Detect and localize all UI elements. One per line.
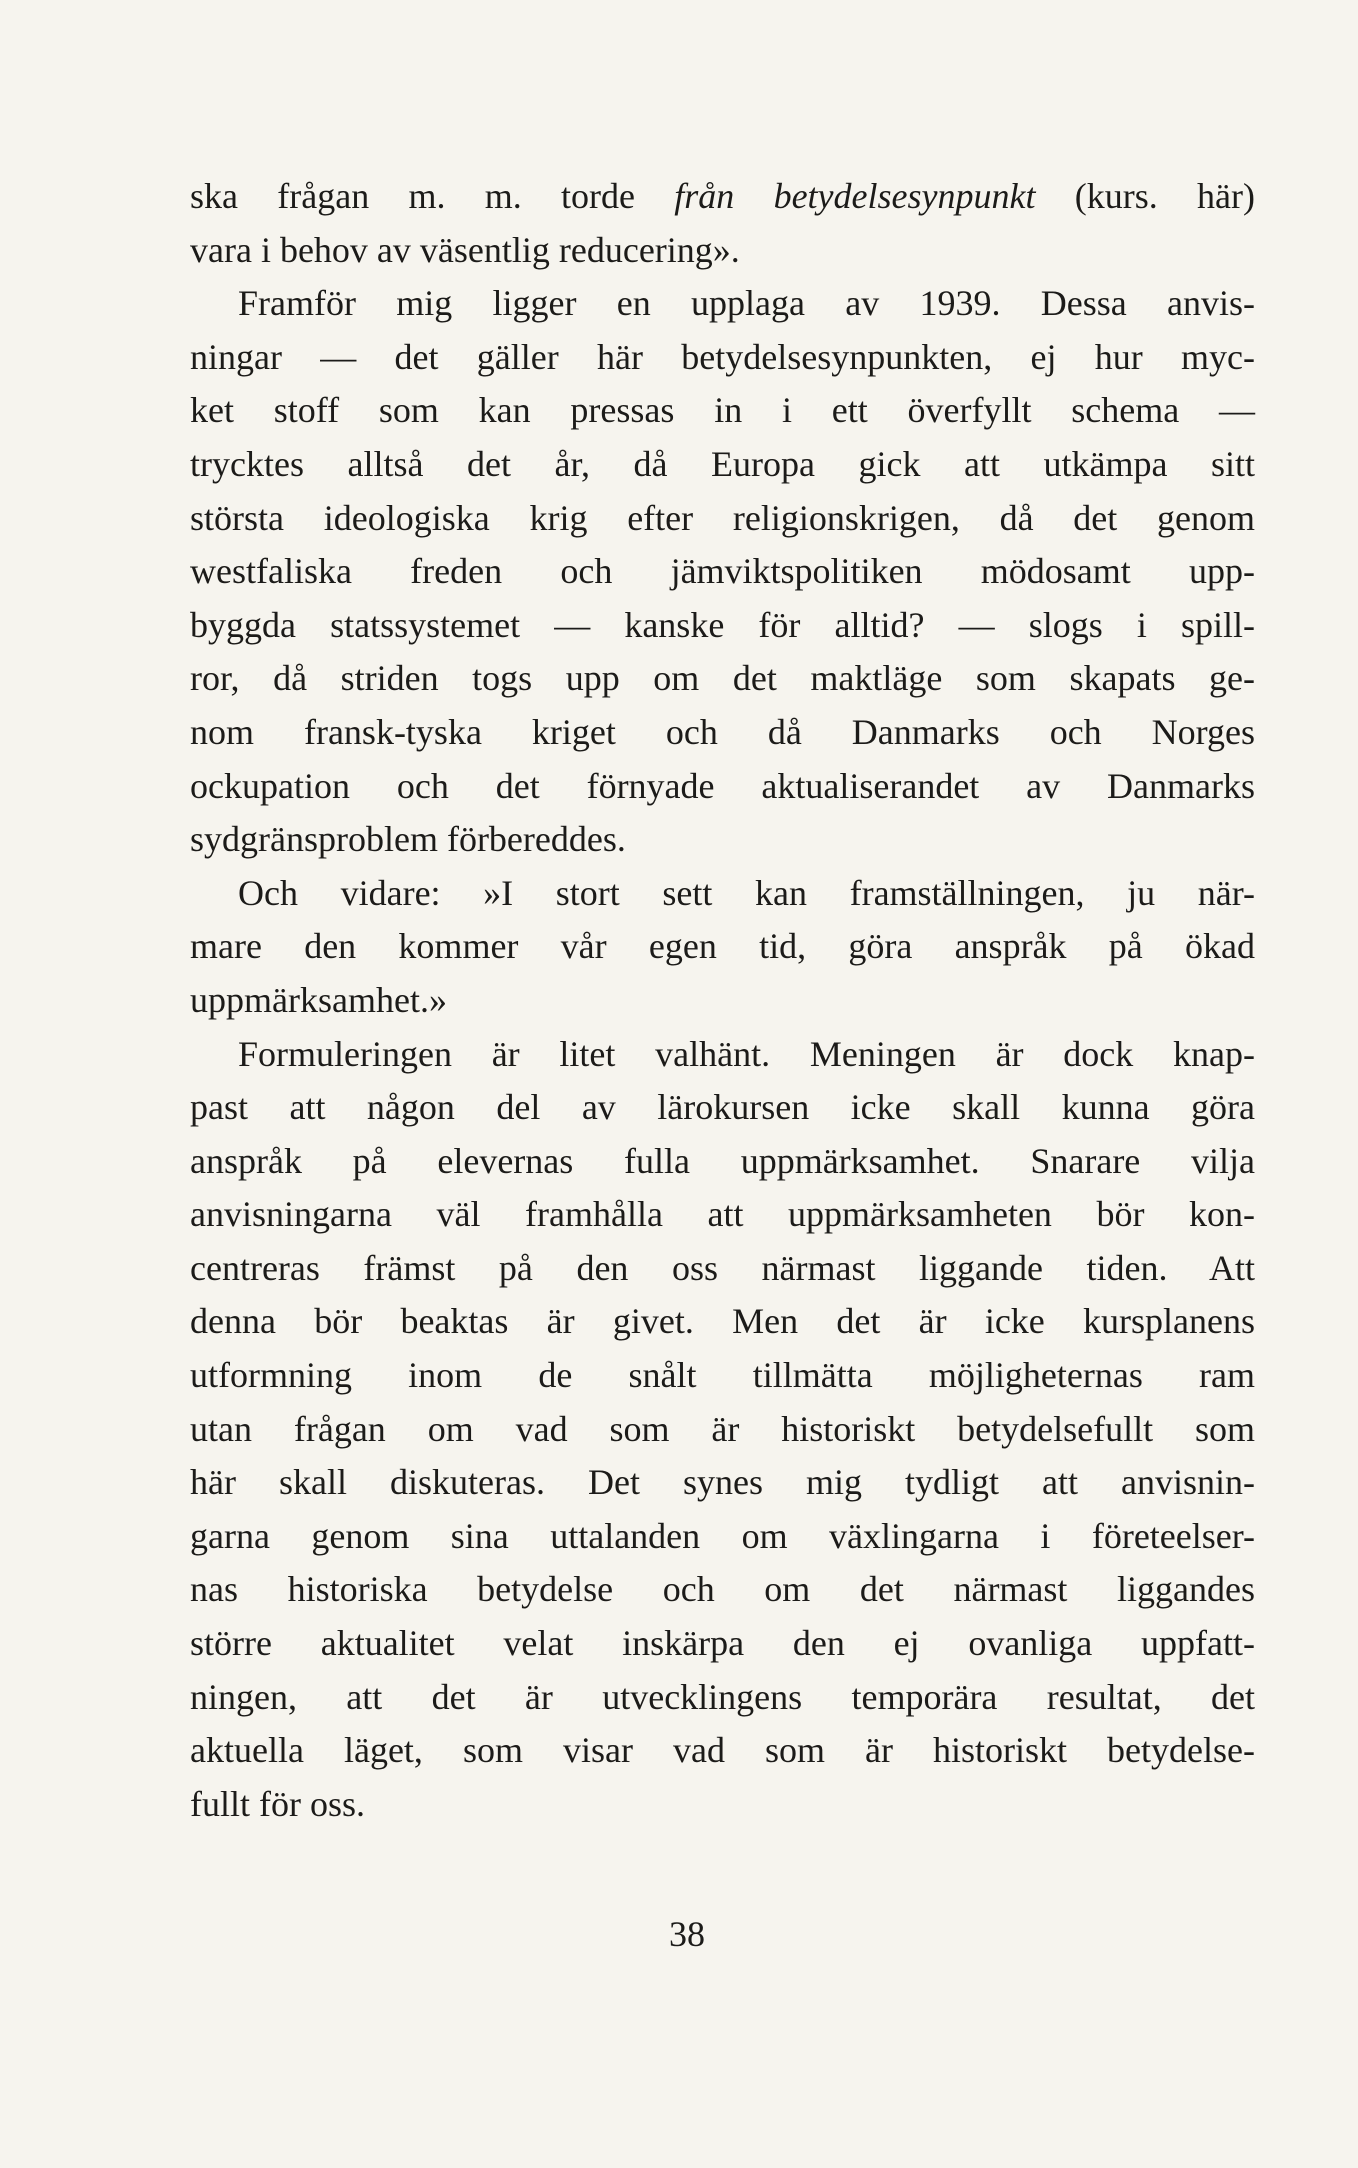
text-line: större aktualitet velat inskärpa den ej ovanliga uppfatt-	[190, 1623, 1255, 1664]
body-text	[190, 170, 1255, 1831]
text-line: anvisningarna väl framhålla att uppmärksamheten bör kon-	[190, 1194, 1255, 1235]
text-line: ningar — det gäller här betydelsesynpunkten, ej hur myc-	[190, 336, 1255, 377]
text-line: trycktes alltså det år, då Europa gick att utkämpa sitt	[190, 443, 1255, 484]
text-line: vara i behov av väsentlig reducering».	[190, 229, 740, 270]
text-line: ket stoff som kan pressas in i ett överfyllt schema —	[190, 390, 1255, 431]
text-line: denna bör beaktas är givet. Men det är icke kursplanens	[190, 1301, 1255, 1342]
text-line: fullt för oss.	[190, 1783, 365, 1824]
text-line: anspråk på elevernas fulla uppmärksamhet. Snarare vilja	[190, 1140, 1255, 1181]
italic-phrase: från betydelsesynpunkt	[674, 176, 1036, 216]
text-line: ska frågan m. m. torde från betydelsesynpunkt (kurs. här)	[190, 176, 1255, 216]
text-line: utan frågan om vad som är historiskt betydelsefullt som	[190, 1408, 1255, 1449]
text-line: westfaliska freden och jämviktspolitiken mödosamt upp-	[190, 551, 1255, 592]
text-line: aktuella läget, som visar vad som är historiskt betydelse-	[190, 1730, 1255, 1771]
paragraph-start-line: Formuleringen är litet valhänt. Meningen är dock knap-	[238, 1033, 1255, 1074]
text-line: här skall diskuteras. Det synes mig tydligt att anvisnin-	[190, 1462, 1255, 1503]
text-line: mare den kommer vår egen tid, göra anspråk på ökad	[190, 926, 1255, 967]
text-line: nas historiska betydelse och om det närmast liggandes	[190, 1569, 1255, 1610]
paragraph-start-line: Och vidare: »I stort sett kan framställningen, ju när-	[238, 872, 1255, 913]
text-line: past att någon del av lärokursen icke skall kunna göra	[190, 1087, 1255, 1128]
text-line: nom fransk-tyska kriget och då Danmarks och Norges	[190, 711, 1255, 752]
text-line: ror, då striden togs upp om det maktläge som skapats ge-	[190, 658, 1255, 699]
text-line: ningen, att det är utvecklingens temporära resultat, det	[190, 1676, 1255, 1717]
paragraph-start-line: Framför mig ligger en upplaga av 1939. Dessa anvis-	[238, 283, 1255, 324]
text-line: utformning inom de snålt tillmätta möjligheternas ram	[190, 1355, 1255, 1396]
text-line: sydgränsproblem förbereddes.	[190, 819, 626, 860]
text-line: uppmärksamhet.»	[190, 979, 447, 1020]
text-line: största ideologiska krig efter religionskrigen, då det genom	[190, 497, 1255, 538]
text-line: ockupation och det förnyade aktualiserandet av Danmarks	[190, 765, 1255, 806]
text-line: garna genom sina uttalanden om växlingarna i företeelser-	[190, 1515, 1255, 1556]
text-line: byggda statssystemet — kanske för alltid? — slogs i spill-	[190, 604, 1255, 645]
text-line: centreras främst på den oss närmast liggande tiden. Att	[190, 1247, 1255, 1288]
page-number: 38	[669, 1914, 705, 1954]
